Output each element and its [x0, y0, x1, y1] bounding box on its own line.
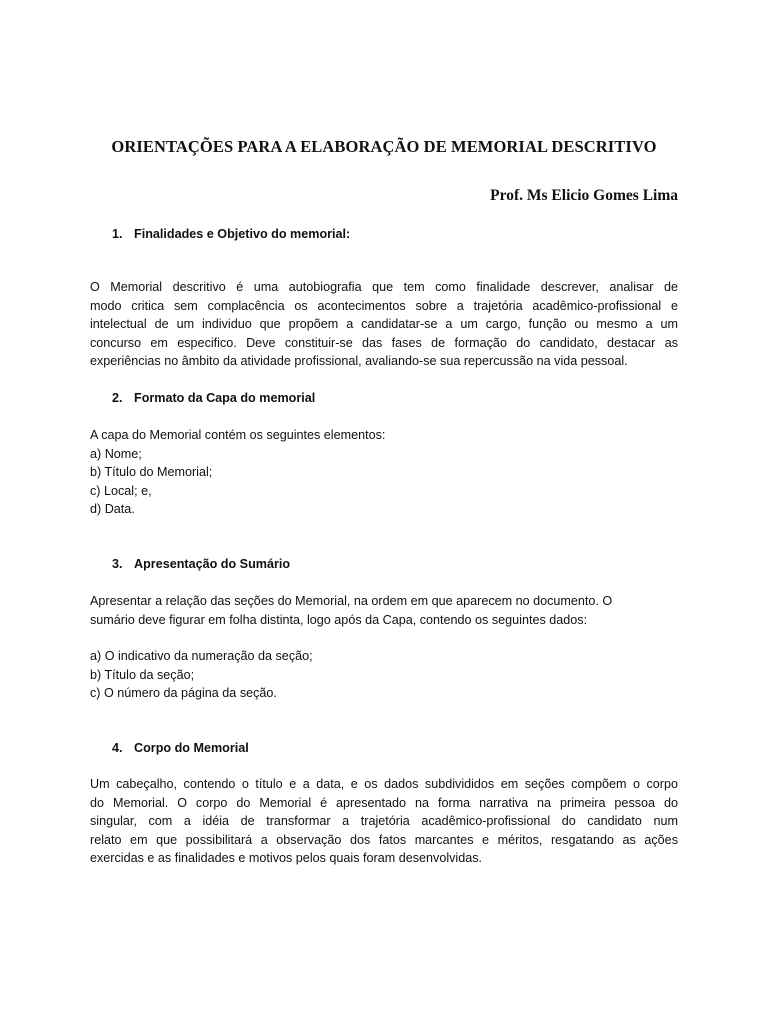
section-heading-1 — [112, 225, 350, 244]
section-number: 3. — [112, 557, 123, 571]
list-item: A capa do Memorial contém os seguintes elementos: — [90, 428, 386, 442]
paragraph-line: sumário deve figurar em folha distinta, logo após da Capa, contendo os seguintes dados: — [90, 612, 588, 627]
paragraph-line: modo critica sem complacência os acontecimentos sobre a trajetória acadêmico-profissional e — [90, 298, 678, 313]
paragraph-line: do Memorial. O corpo do Memorial é apresentado na forma narrativa na primeira pessoa do — [90, 795, 678, 810]
list-item: d) Data. — [90, 502, 135, 516]
paragraph-line: exercidas e as finalidades e motivos pelos quais foram desenvolvidas. — [90, 851, 483, 865]
section-number: 1. — [112, 227, 123, 241]
author-name: Prof. Ms Elicio Gomes Lima — [490, 187, 678, 204]
paragraph-line: singular, com a idéia de transformar a trajetória acadêmico-profissional do candidato num — [90, 814, 678, 828]
section-heading-4 — [112, 739, 249, 758]
section-3-list — [90, 647, 678, 703]
list-item: c) Local; e, — [90, 483, 152, 498]
list-item: b) Título da seção; — [90, 667, 195, 682]
section-number: 4. — [112, 741, 123, 755]
section-number: 2. — [112, 391, 123, 405]
paragraph-line: concurso em especifico. Deve constituir-se das fases de formação do candidato, destacar as — [90, 335, 678, 350]
list-item: a) Nome; — [90, 446, 142, 461]
section-2-list — [90, 426, 678, 519]
paragraph-line: Um cabeçalho, contendo o título e a data, e os dados subdivididos em seções compõem o corpo — [90, 777, 678, 791]
section-1-paragraph — [90, 278, 678, 371]
section-heading-3 — [112, 555, 290, 574]
section-title: Formato da Capa do memorial — [134, 391, 316, 405]
section-title: Finalidades e Objetivo do memorial: — [134, 227, 351, 241]
paragraph-line: intelectual de um individuo que propõem a candidatar-se a um cargo, função ou mesmo a um — [90, 317, 678, 331]
list-item: b) Título do Memorial; — [90, 465, 213, 479]
section-4-paragraph — [90, 775, 678, 868]
paragraph-line: experiências no âmbito da atividade profissional, avaliando-se sua repercussão na vida pessoal. — [90, 354, 628, 368]
document-page — [90, 0, 678, 1024]
paragraph-line: relato em que possibilitará a observação dos fatos marcantes e méritos, resgatando as ações — [90, 832, 678, 847]
document-title: ORIENTAÇÕES PARA A ELABORAÇÃO DE MEMORIAL DESCRITIVO — [111, 137, 657, 156]
paragraph-line: O Memorial descritivo é uma autobiografia que tem como finalidade descrever, analisar de — [90, 280, 678, 294]
section-heading-2 — [112, 389, 315, 408]
section-title: Corpo do Memorial — [134, 741, 249, 755]
section-title: Apresentação do Sumário — [134, 557, 291, 571]
paragraph-line: Apresentar a relação das seções do Memorial, na ordem em que aparecem no documento. O — [90, 594, 613, 608]
section-3-paragraph — [90, 592, 678, 629]
list-item: a) O indicativo da numeração da seção; — [90, 649, 313, 663]
list-item: c) O número da página da seção. — [90, 686, 277, 700]
